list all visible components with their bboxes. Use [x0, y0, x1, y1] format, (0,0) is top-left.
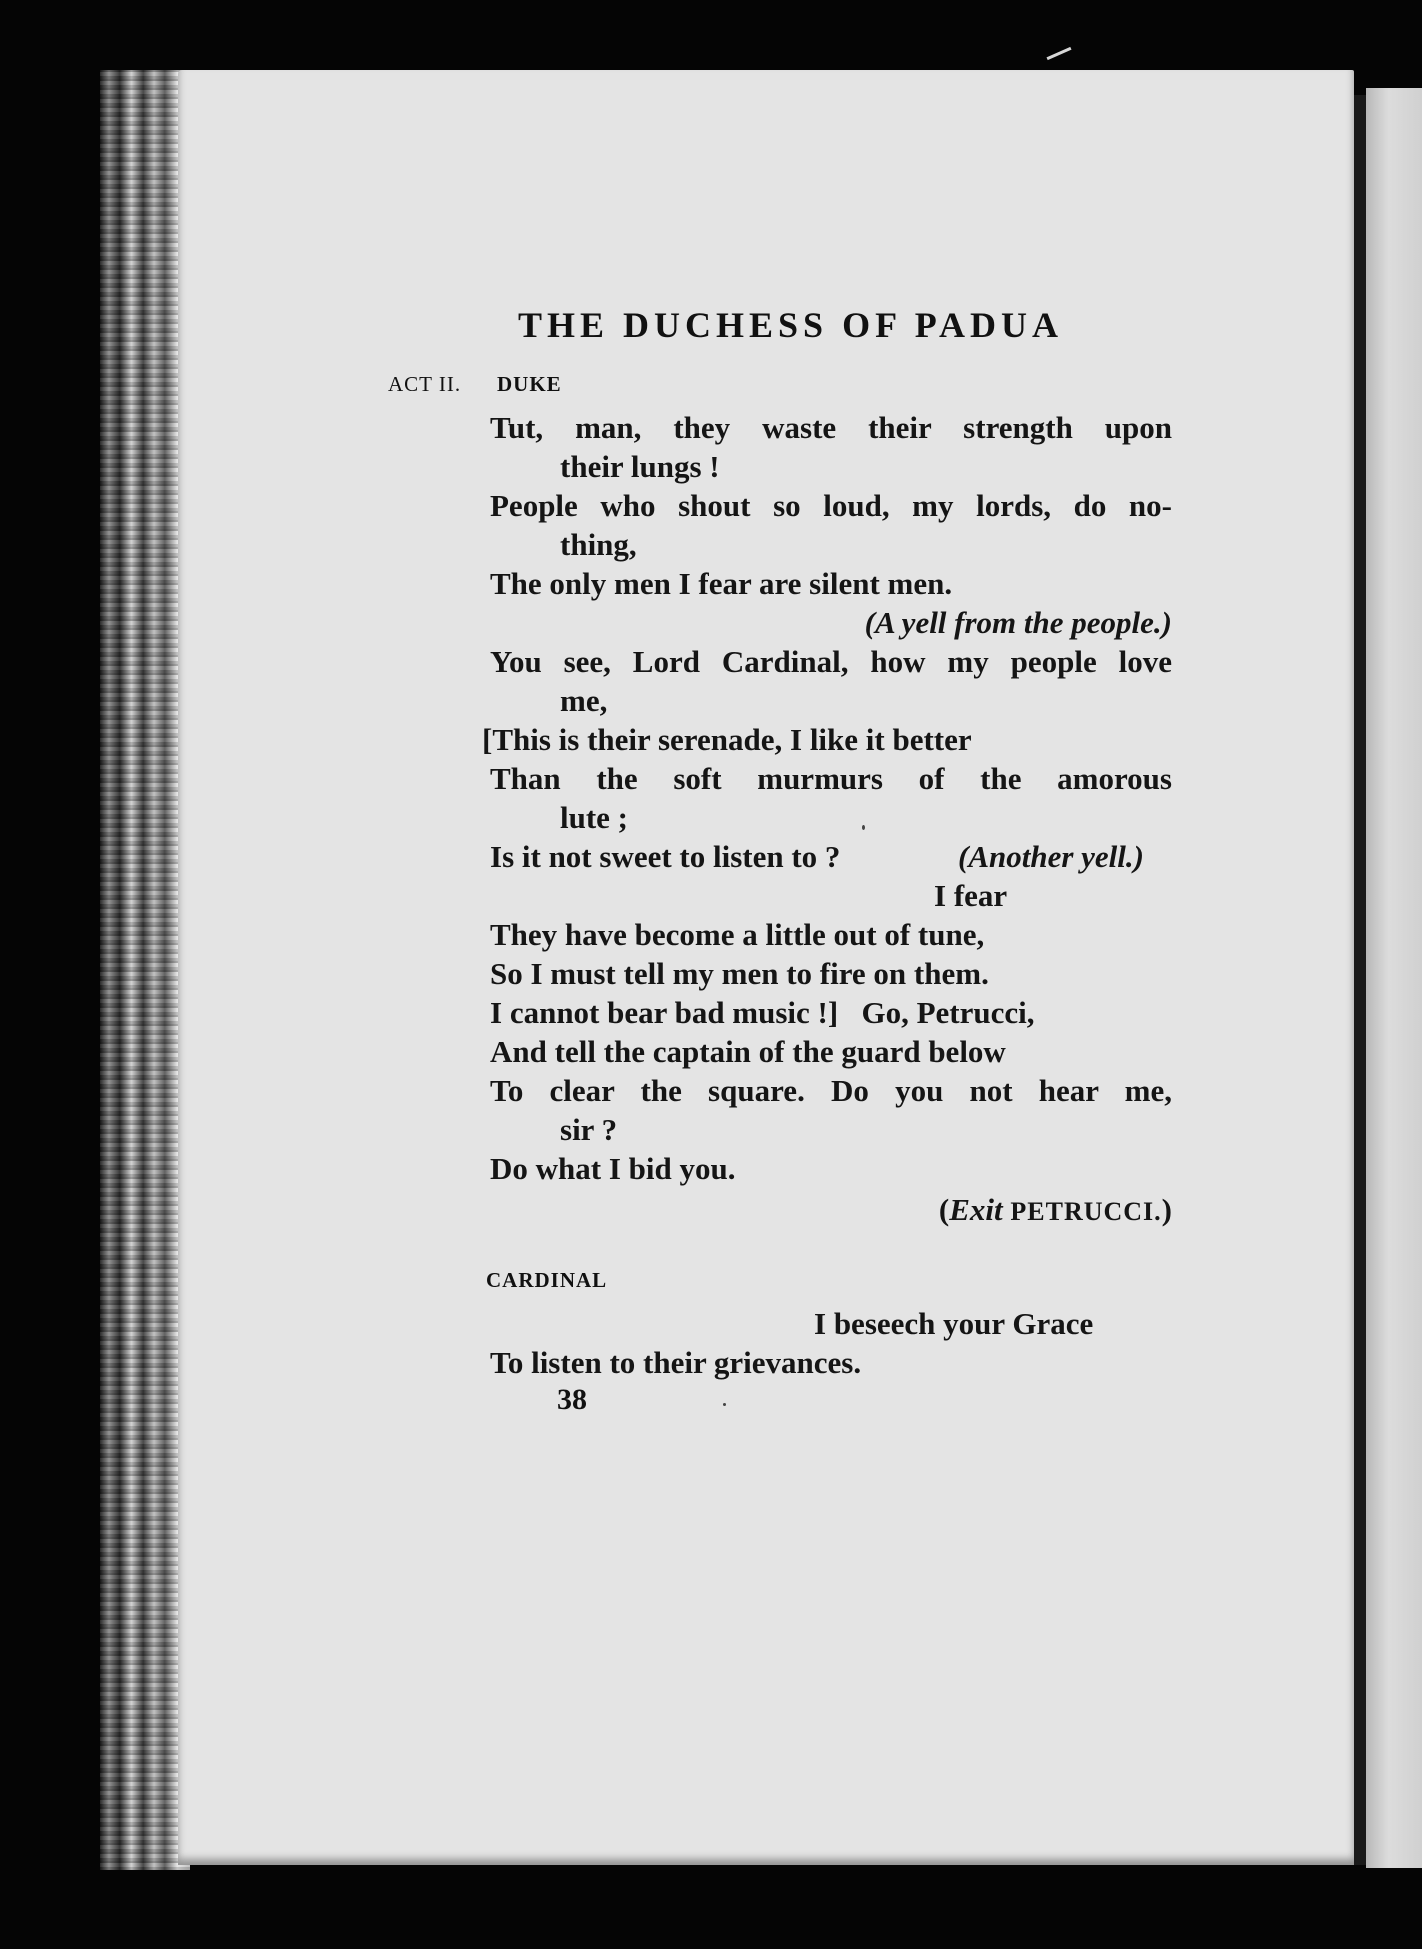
- scan-speck: [723, 1403, 726, 1406]
- verse-line: me,: [560, 683, 608, 718]
- verse-line: People who shout so loud, my lords, do no-: [490, 488, 1172, 523]
- speaker-cardinal: CARDINAL: [486, 1268, 608, 1292]
- exit-word: Exit: [949, 1192, 1003, 1227]
- spine-shadow: [1354, 95, 1366, 1865]
- verse-line: You see, Lord Cardinal, how my people love: [490, 644, 1172, 679]
- stage-direction: (A yell from the people.): [864, 605, 1172, 640]
- verse-line: thing,: [560, 527, 637, 562]
- stage-direction: (Another yell.): [958, 839, 1144, 874]
- verse-line: Is it not sweet to listen to ?: [490, 839, 841, 874]
- facing-page-edge: [1366, 88, 1422, 1868]
- act-label: ACT II.: [388, 372, 462, 396]
- verse-line: They have become a little out of tune,: [490, 917, 985, 952]
- verse-line: Do what I bid you.: [490, 1151, 736, 1186]
- page-number: 38: [557, 1383, 587, 1416]
- verse-line: I beseech your Grace: [814, 1306, 1094, 1341]
- verse-line: So I must tell my men to fire on them.: [490, 956, 989, 991]
- verse-line: I cannot bear bad music !] Go, Petrucci,: [490, 995, 1035, 1030]
- scan-speck: [862, 825, 865, 830]
- running-head: THE DUCHESS OF PADUA: [518, 305, 1064, 345]
- verse-line: The only men I fear are silent men.: [490, 566, 953, 601]
- stage-direction-exit: (Exit PETRUCCI.): [938, 1192, 1172, 1227]
- verse-line: lute ;: [560, 800, 629, 835]
- scan-mark: [1047, 47, 1072, 60]
- verse-line: their lungs !: [560, 449, 720, 484]
- verse-line: Than the soft murmurs of the amorous: [490, 761, 1172, 796]
- exit-name: PETRUCCI.: [1010, 1197, 1162, 1226]
- speaker-duke: DUKE: [497, 372, 562, 396]
- verse-line: To listen to their grievances.: [490, 1345, 862, 1380]
- verse-line: I fear: [934, 878, 1008, 913]
- verse-line: And tell the captain of the guard below: [490, 1034, 1006, 1069]
- verse-line: [This is their serenade, I like it better: [482, 722, 972, 757]
- verse-line: sir ?: [560, 1112, 618, 1147]
- book-page-edges: [100, 70, 190, 1870]
- verse-line: To clear the square. Do you not hear me,: [490, 1073, 1172, 1108]
- verse-line: Tut, man, they waste their strength upon: [490, 410, 1172, 445]
